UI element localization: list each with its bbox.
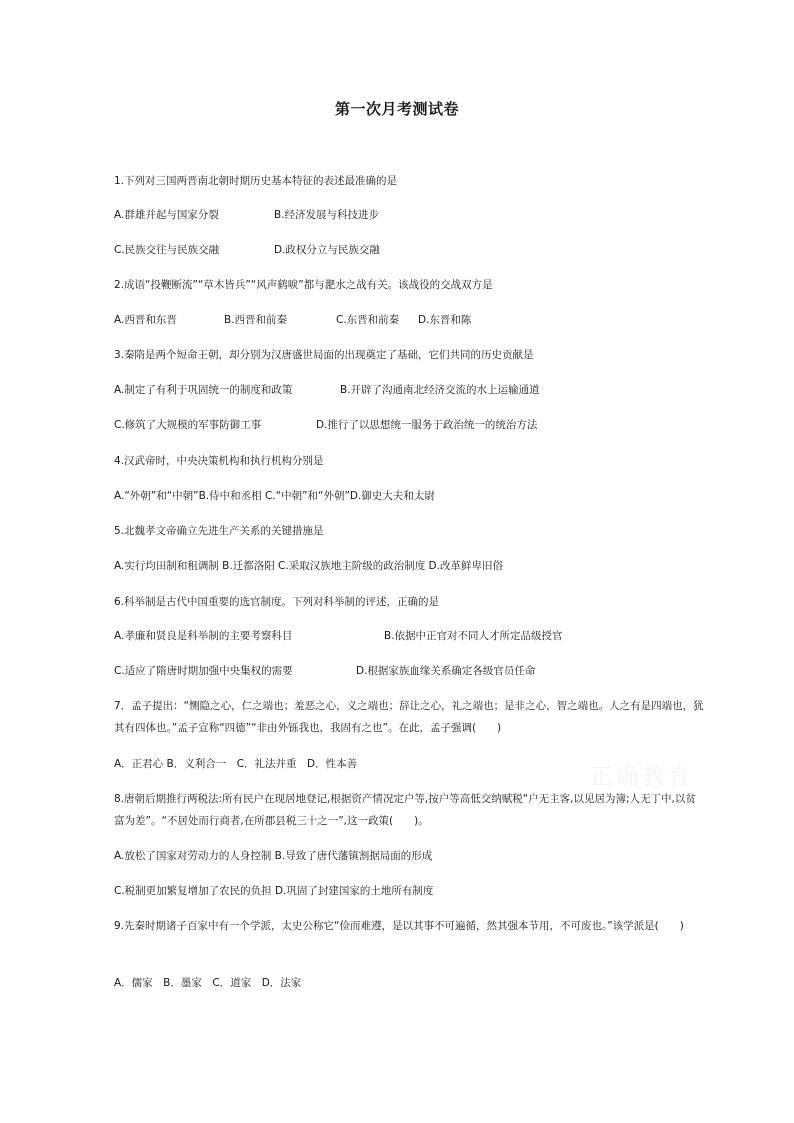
option-a: A.西晋和东晋 [114, 314, 177, 326]
watermark: 正确教育 [590, 765, 695, 790]
question-2-options [114, 309, 704, 331]
question-1-stem: 1.下列对三国两晋南北朝时期历史基本特征的表述最准确的是 [114, 175, 398, 187]
question-8-options-row2: C.税制更加繁复增加了农民的负担 D.巩固了封建国家的土地所有制度 [114, 885, 434, 897]
option-b: B.经济发展与科技进步 [274, 209, 380, 221]
option-d: D.东晋和陈 [418, 314, 472, 326]
option-a: A.群雄并起与国家分裂 [114, 209, 219, 221]
question-3-options-row2 [114, 414, 704, 436]
question-2-stem: 2.成语“投鞭断流”“草木皆兵”“风声鹤唳”都与淝水之战有关。该战役的交战双方是 [114, 279, 493, 291]
option-d: D.推行了以思想统一服务于政治统一的统治方法 [316, 419, 538, 431]
option-c: C.适应了隋唐时期加强中央集权的需要 [114, 665, 293, 677]
question-5-stem: 5.北魏孝文帝确立先进生产关系的关键措施是 [114, 525, 324, 537]
page-title: 第一次月考测试卷 [334, 100, 459, 118]
question-4-options: A.“外朝”和“中朝”B.侍中和丞相 C.“中朝”和“外朝”D.御史大夫和太尉 [114, 490, 435, 502]
option-b: B.西晋和前秦 [224, 314, 288, 326]
question-7-options: A．正君心 B．义利合一 C．礼法并重 D．性本善 [114, 758, 358, 770]
option-c: C.东晋和前秦 [336, 314, 400, 326]
option-d: D.根据家族血缘关系确定各级官员任命 [356, 665, 536, 677]
option-c: C.民族交往与民族交融 [114, 244, 220, 256]
option-a: A.制定了有利于巩固统一的制度和政策 [114, 384, 293, 396]
question-6-options-row2 [114, 660, 704, 682]
option-b: B.依据中正官对不同人才所定品级授官 [384, 630, 563, 642]
question-9-stem: 9.先秦时期诸子百家中有一个学派，太史公称它“俭而难遵，是以其事不可遍循，然其强本节用，不可废也。”该学派是( ) [114, 920, 684, 932]
question-8-options-row1: A.放松了国家对劳动力的人身控制 B.导致了唐代藩镇割据局面的形成 [114, 850, 433, 862]
question-1-options-row2 [114, 239, 704, 261]
option-a: A.孝廉和贤良是科举制的主要考察科目 [114, 630, 293, 642]
option-d: D.政权分立与民族交融 [274, 244, 380, 256]
question-4-stem: 4.汉武帝时，中央决策机构和执行机构分别是 [114, 455, 324, 467]
question-6-stem: 6.科举制是古代中国重要的选官制度。下列对科举制的评述，正确的是 [114, 596, 440, 608]
option-b: B.开辟了沟通南北经济交流的水上运输通道 [340, 384, 540, 396]
question-1-options-row1 [114, 204, 704, 226]
question-8-stem: 8.唐朝后期推行两税法:所有民户在现居地登记,根据资产情况定户等,按户等高低交纳赋税“户无主客,以见居为簿;人无丁中,以贫富为差”。“不居处而行商者,在所郡县税三十之一”,这一政策( )。 [114, 793, 696, 827]
question-3-stem: 3.秦隋是两个短命王朝，却分别为汉唐盛世局面的出现奠定了基础，它们共同的历史贡献是 [114, 349, 534, 361]
question-9-options: A．儒家 B．墨家 C．道家 D．法家 [114, 977, 302, 989]
question-5-options: A.实行均田制和租调制 B.迁都洛阳 C.采取汉族地主阶级的政治制度 D.改革鲜卑旧俗 [114, 560, 503, 572]
question-6-options-row1 [114, 625, 704, 647]
question-7-stem: 7．孟子提出：“恻隐之心，仁之端也；羞恶之心，义之端也；辞让之心，礼之端也；是非之心，智之端也。人之有是四端也，犹其有四体也。”孟子宣称“四德”“非由外铄我也，我固有之也”。在此，孟子强调( ) [114, 700, 704, 734]
option-c: C.修筑了大规模的军事防御工事 [114, 419, 262, 431]
question-3-options-row1 [114, 379, 704, 401]
